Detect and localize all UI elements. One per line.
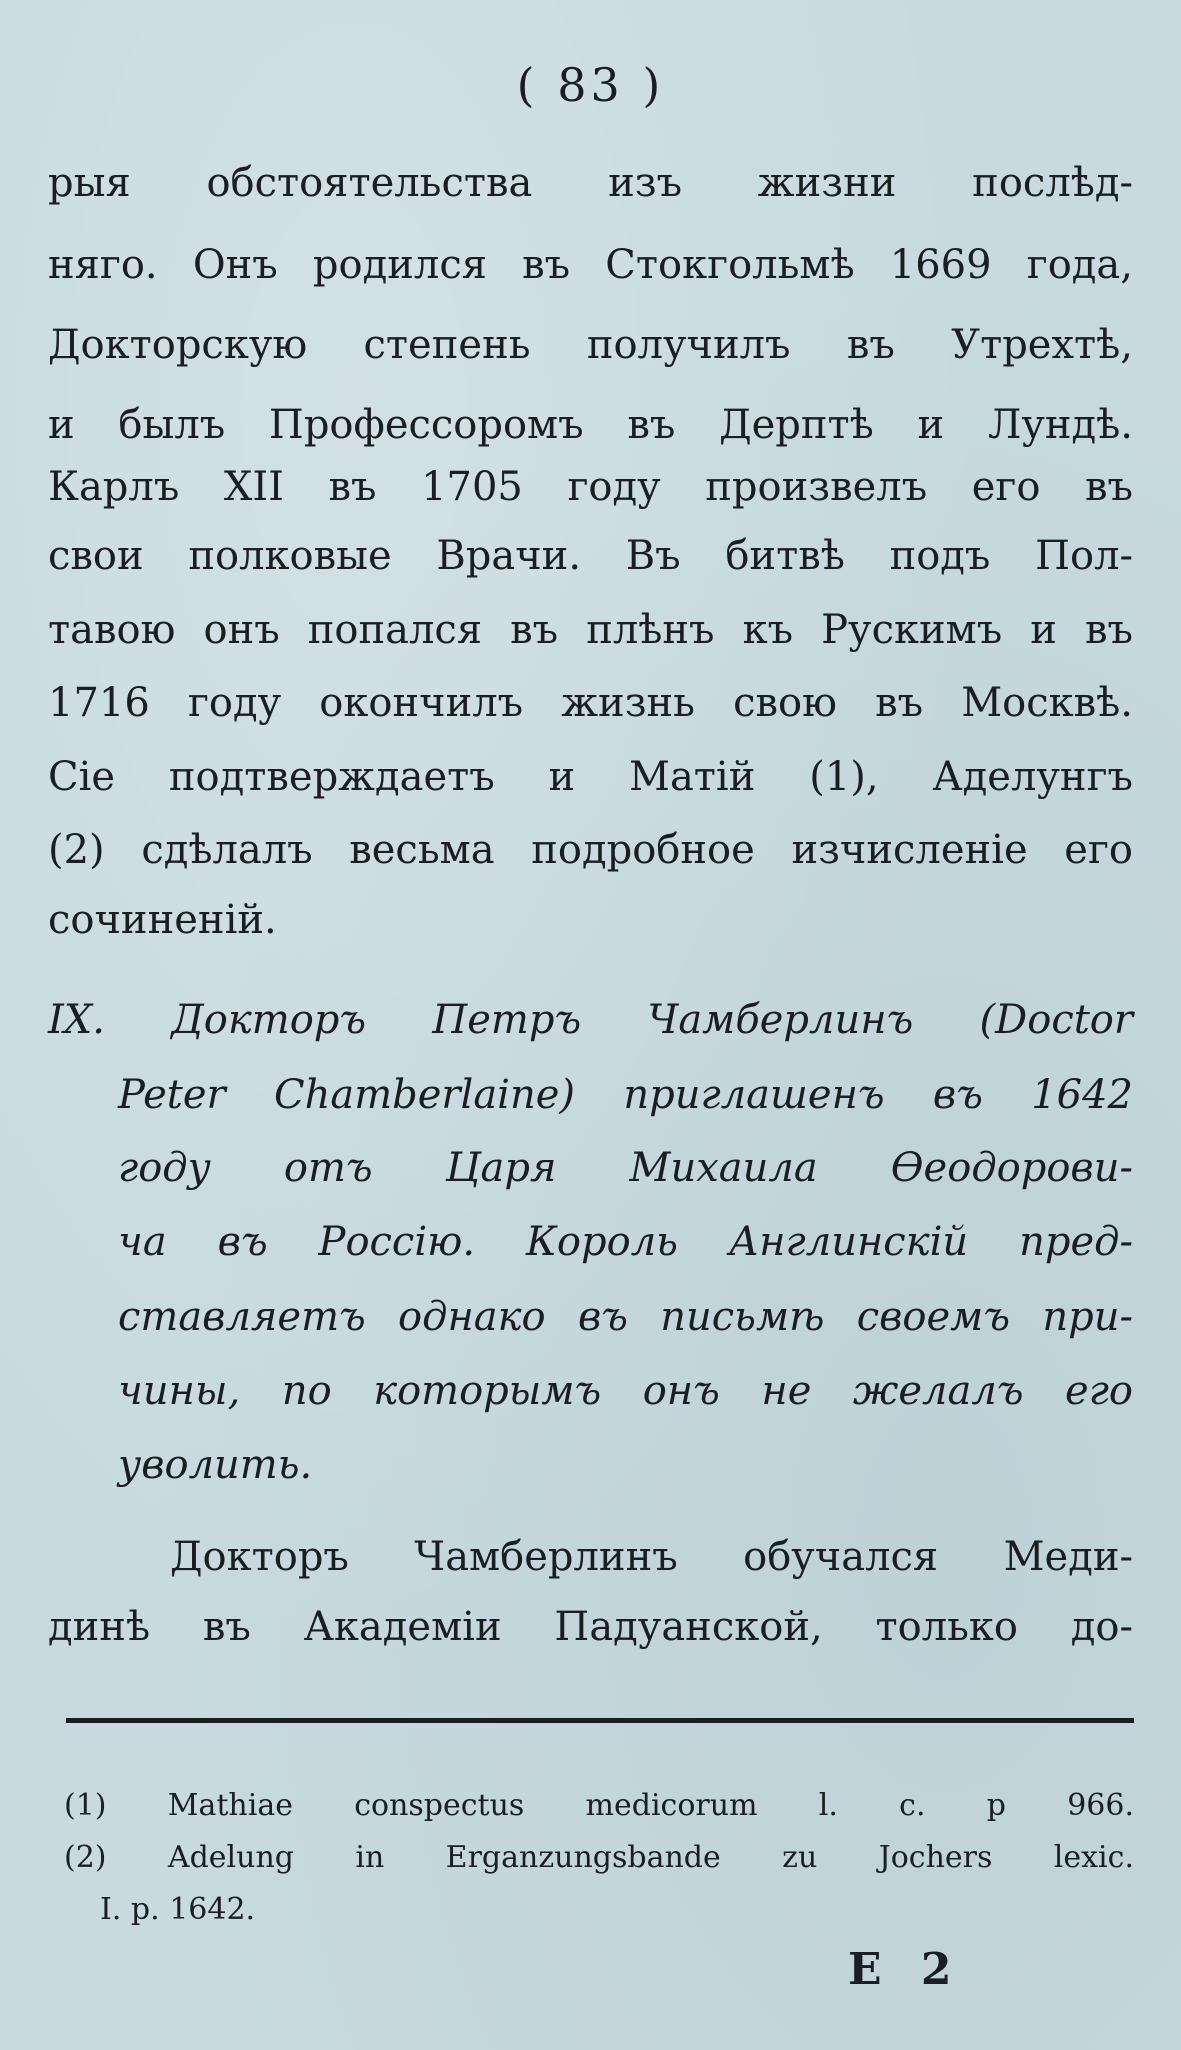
text-line: рыя обстоятельства изъ жизни послѣд- bbox=[48, 160, 1133, 206]
text-line: 1716 году окончилъ жизнь свою въ Москвѣ. bbox=[48, 680, 1133, 726]
text-line: динѣ въ Академіи Падуанской, только до- bbox=[48, 1604, 1133, 1650]
text-line: году отъ Царя Михаила Ѳеодорови- bbox=[118, 1145, 1133, 1191]
text-line: Сіе подтверждаетъ и Матій (1), Аделунгъ bbox=[48, 754, 1133, 800]
footnote-1: (1) Mathiae conspectus medicorum l. c. p 966. bbox=[64, 1788, 1134, 1823]
text-line: Карлъ XII въ 1705 году произвелъ его въ bbox=[48, 464, 1133, 510]
text-line: (2) сдѣлалъ весьма подробное изчисленіе его bbox=[48, 827, 1133, 873]
text-line: сочиненій. bbox=[48, 897, 277, 943]
section-heading-line: IX. Докторъ Петръ Чамберлинъ (Doctor bbox=[48, 997, 1133, 1043]
text-line: Докторъ Чамберлинъ обучался Меди- bbox=[170, 1534, 1133, 1580]
text-line: чины, по которымъ онъ не желалъ его bbox=[118, 1368, 1133, 1414]
page-number: ( 83 ) bbox=[516, 58, 665, 112]
text-line: Peter Chamberlaine) приглашенъ въ 1642 bbox=[118, 1072, 1133, 1118]
text-line: ставляетъ однако въ письмѣ своемъ при- bbox=[118, 1294, 1133, 1340]
text-line: няго. Онъ родился въ Стокгольмѣ 1669 года, bbox=[48, 242, 1133, 288]
text-line: ча въ Россію. Король Англинскій пред- bbox=[118, 1219, 1133, 1265]
footnote-2-continuation: I. p. 1642. bbox=[100, 1892, 256, 1927]
text-line: уволить. bbox=[118, 1442, 313, 1488]
signature-mark: Е 2 bbox=[848, 1944, 964, 1995]
text-line: свои полковые Врачи. Въ битвѣ подъ Пол- bbox=[48, 533, 1133, 579]
footnote-2: (2) Adelung in Erganzungsbande zu Jochers lexic. bbox=[64, 1840, 1134, 1875]
text-line: тавою онъ попался въ плѣнъ къ Рускимъ и въ bbox=[48, 607, 1133, 653]
text-line: Докторскую степень получилъ въ Утрехтѣ, bbox=[48, 322, 1133, 368]
footnote-divider bbox=[66, 1718, 1134, 1723]
text-line: и былъ Профессоромъ въ Дерптѣ и Лундѣ. bbox=[48, 402, 1133, 448]
